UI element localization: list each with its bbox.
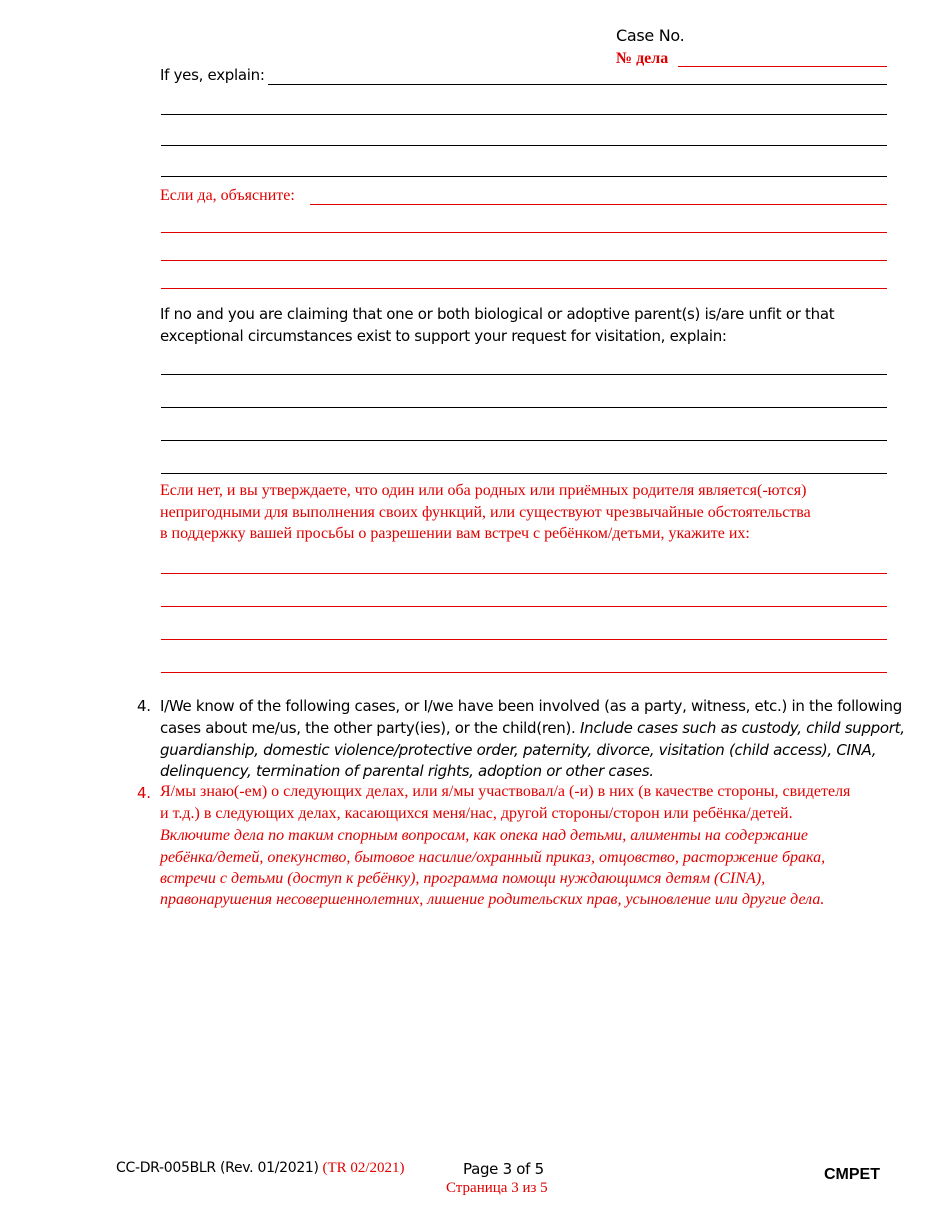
if-yes-ru-line-2[interactable] bbox=[161, 232, 887, 233]
if-no-text: If no and you are claiming that one or both biological or adoptive parent(s) is/are unfit or that exceptional circumstances exist to support your request for visitation, explain: bbox=[160, 305, 835, 345]
if-no-line-2[interactable] bbox=[161, 407, 887, 408]
footer-form-id: CC-DR-005BLR (Rev. 01/2021) bbox=[116, 1160, 319, 1176]
item4-ru-italic4: правонарушения несовершеннолетних, лишение родительских прав, усыновление или другие дела. bbox=[160, 891, 825, 908]
if-no-ru-line-3[interactable] bbox=[161, 639, 887, 640]
item4-en-line2-plain: cases about me/us, the other party(ies), or the child(ren). bbox=[160, 719, 580, 737]
if-no-ru-line2: непригодными для выполнения своих функций, или существуют чрезвычайные обстоятельства bbox=[160, 504, 811, 521]
if-yes-line-3[interactable] bbox=[161, 145, 887, 146]
if-no-ru-line-4[interactable] bbox=[161, 672, 887, 673]
if-no-ru-line-1[interactable] bbox=[161, 573, 887, 574]
item4-en-line2 bbox=[160, 719, 905, 737]
item4-number: 4. bbox=[137, 697, 151, 715]
if-yes-ru-line-4[interactable] bbox=[161, 288, 887, 289]
item4-ru-italic2: ребёнка/детей, опекунство, бытовое насилие/охранный приказ, отцовство, расторжение брака, bbox=[160, 849, 826, 866]
if-no-line-4[interactable] bbox=[161, 473, 887, 474]
if-yes-label: If yes, explain: bbox=[160, 66, 265, 84]
if-yes-ru-line-3[interactable] bbox=[161, 260, 887, 261]
if-yes-line-2[interactable] bbox=[161, 114, 887, 115]
if-yes-line-1[interactable] bbox=[268, 84, 887, 85]
if-no-line-3[interactable] bbox=[161, 440, 887, 441]
case-no-ru-label: № дела bbox=[616, 50, 669, 67]
case-no-label: Case No. bbox=[616, 26, 685, 45]
if-yes-ru-line-1[interactable] bbox=[310, 204, 887, 205]
item4-ru-italic1: Включите дела по таким спорным вопросам, как опека над детьми, алименты на содержание bbox=[160, 827, 809, 844]
case-no-field[interactable] bbox=[678, 66, 887, 67]
if-no-ru-line1: Если нет, и вы утверждаете, что один или оба родных или приёмных родителя является(-ются) bbox=[160, 482, 807, 499]
item4-en-line1: I/We know of the following cases, or I/we have been involved (as a party, witness, etc.) in the following bbox=[160, 697, 902, 715]
if-yes-line-4[interactable] bbox=[161, 176, 887, 177]
item4-ru-line1: Я/мы знаю(-ем) о следующих делах, или я/мы участвовал/а (-и) в них (в качестве стороны, свидетеля bbox=[160, 783, 851, 800]
item4-en-line2-italic: Include cases such as custody, child support, bbox=[580, 719, 905, 737]
footer-form-tr: (TR 02/2021) bbox=[322, 1160, 405, 1176]
item4-en-line4: delinquency, termination of parental rights, adoption or other cases. bbox=[160, 762, 654, 780]
if-no-line-1[interactable] bbox=[161, 374, 887, 375]
if-yes-ru-label: Если да, объясните: bbox=[160, 187, 295, 204]
footer-code: CMPET bbox=[824, 1166, 880, 1183]
if-no-ru-line-2[interactable] bbox=[161, 606, 887, 607]
if-no-ru-line3: в поддержку вашей просьбы о разрешении вам встреч с ребёнком/детьми, укажите их: bbox=[160, 525, 750, 542]
footer-page-en: Page 3 of 5 bbox=[463, 1160, 544, 1178]
item4-en-line3: guardianship, domestic violence/protective order, paternity, divorce, visitation (child access), CINA, bbox=[160, 741, 877, 759]
item4-ru-italic3: встречи с детьми (доступ к ребёнку), программа помощи нуждающимся детям (CINA), bbox=[160, 870, 766, 887]
footer-form-id-wrap bbox=[116, 1160, 405, 1177]
item4-ru-number: 4. bbox=[137, 784, 151, 802]
footer-page-ru: Страница 3 из 5 bbox=[446, 1180, 548, 1196]
item4-ru-line2: и т.д.) в следующих делах, касающихся меня/нас, другой стороны/сторон или ребёнка/детей. bbox=[160, 805, 793, 822]
